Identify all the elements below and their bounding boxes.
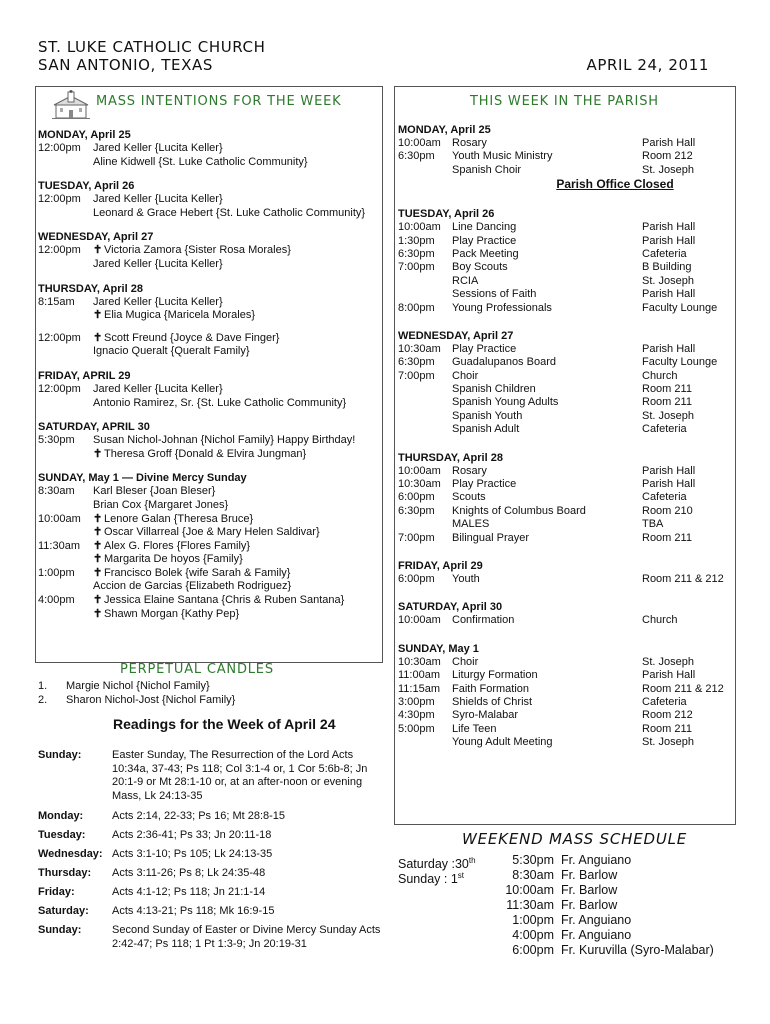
parish-event	[398, 137, 732, 150]
event-location: Faculty Lounge	[642, 301, 718, 314]
intention-entry	[38, 142, 378, 156]
intention-name	[93, 594, 344, 608]
event-location: Room 212	[642, 150, 693, 163]
parish-event	[398, 248, 732, 261]
event-time: 6:30pm	[398, 504, 435, 517]
event-location: B Building	[642, 261, 692, 274]
mass-time: 6:00pm	[512, 943, 554, 957]
intention-entry	[38, 258, 378, 272]
mass-time: 8:30am	[512, 868, 554, 882]
parish-event	[398, 669, 732, 682]
intention-text: Jared Keller {Lucita Keller}	[93, 257, 223, 270]
candles-title: PERPETUAL CANDLES	[120, 662, 274, 677]
church-icon	[52, 90, 90, 120]
event-location: Parish Hall	[642, 478, 696, 491]
spacer	[38, 410, 378, 420]
intention-name	[93, 434, 355, 448]
parish-event	[398, 478, 732, 491]
intention-entry	[38, 580, 378, 594]
event-location: Church	[642, 369, 678, 382]
intention-text: Margarita De hoyos {Family}	[104, 553, 243, 566]
readings-title: Readings for the Week of April 24	[113, 716, 336, 732]
event-location: Room 211	[642, 531, 692, 544]
parish-event	[398, 235, 732, 248]
event-name: Spanish Youth	[452, 409, 523, 422]
intention-name	[93, 332, 279, 346]
parish-day-heading: TUESDAY, April 26	[398, 208, 495, 221]
event-location: Parish Hall	[642, 221, 696, 234]
intention-name	[93, 156, 308, 170]
intention-name	[93, 580, 291, 594]
intention-text: Theresa Groff {Donald & Elvira Jungman}	[104, 447, 307, 460]
reading-text: Acts 3:1-10; Ps 105; Lk 24:13-35	[112, 848, 273, 860]
sunday-label: Sunday : 1st	[398, 871, 464, 887]
event-time: 6:00pm	[398, 491, 435, 504]
intention-time: 12:00pm	[38, 193, 81, 206]
intention-text: Susan Nichol-Johnan {Nichol Family} Happy Birthday!	[93, 434, 356, 447]
event-location: St. Joseph	[642, 736, 694, 749]
event-name: Choir	[452, 655, 479, 668]
event-name: Guadalupanos Board	[452, 356, 556, 369]
intention-entry	[38, 567, 378, 581]
intention-time: 12:00pm	[38, 142, 81, 154]
intention-text: Jared Keller {Lucita Keller}	[93, 295, 223, 308]
event-time: 6:30pm	[398, 150, 435, 163]
intention-entry	[38, 540, 378, 554]
mass-time: 10:00am	[505, 883, 554, 897]
weekend-title: WEEKEND MASS SCHEDULE	[462, 830, 688, 848]
reading-text: Acts 3:11-26; Ps 8; Lk 24:35-48	[112, 867, 266, 879]
mass-priest: Fr. Anguiano	[561, 853, 632, 867]
parish-day-heading: MONDAY, April 25	[398, 124, 491, 136]
candle-text: Sharon Nichol-Jost {Nichol Family}	[66, 693, 236, 706]
intention-text: Karl Bleser {Joan Bleser}	[93, 485, 216, 498]
parish-event	[398, 423, 732, 436]
intention-time: 11:30am	[38, 539, 80, 552]
intention-day-heading: TUESDAY, April 26	[38, 180, 135, 193]
reading-text: Easter Sunday, The Resurrection of the Lord Acts 10:34a, 37-43; Ps 118; Col 3:1-4 or, 1 Cor 5:6b-8; Jn 20:1-9 or Mt 28:1-10 or, at an after-noon or evening Mass, Lk 24:13-35	[112, 749, 368, 802]
reading-text: Acts 2:36-41; Ps 33; Jn 20:11-18	[112, 829, 272, 841]
event-time: 10:00am	[398, 614, 441, 627]
event-name: Young Adult Meeting	[452, 736, 553, 749]
intentions-list	[38, 128, 378, 621]
event-name: Play Practice	[452, 478, 517, 491]
parish-event	[398, 150, 732, 163]
bulletin-date: APRIL 24, 2011	[586, 56, 709, 74]
cross-icon: ✝	[93, 512, 103, 525]
event-time: 7:00pm	[398, 261, 435, 274]
parish-event	[398, 518, 732, 531]
intention-text: Leonard & Grace Hebert {St. Luke Catholic Community}	[93, 206, 366, 219]
event-name: Youth	[452, 572, 480, 585]
mass-time: 11:30am	[506, 898, 554, 912]
event-name: Scouts	[452, 491, 486, 504]
intention-name	[93, 526, 320, 540]
reading-day: Sunday:	[38, 924, 82, 936]
parish-event	[398, 696, 732, 709]
spacer	[398, 193, 732, 207]
cross-icon: ✝	[93, 539, 103, 552]
intention-entry	[38, 553, 378, 567]
event-time: 11:15am	[398, 682, 440, 695]
event-name: RCIA	[452, 274, 479, 287]
intention-time: 12:00pm	[38, 382, 81, 395]
intention-name	[93, 567, 290, 581]
spacer	[398, 586, 732, 600]
event-name: Young Professionals	[452, 301, 552, 314]
event-location: Faculty Lounge	[642, 356, 718, 369]
event-name: Spanish Children	[452, 383, 536, 396]
intention-time: 8:30am	[38, 485, 75, 498]
parish-event	[398, 383, 732, 396]
mass-time: 1:00pm	[512, 913, 554, 927]
candles-list	[38, 680, 378, 707]
intention-text: Ignacio Queralt {Queralt Family}	[93, 345, 250, 358]
reading-day: Tuesday:	[38, 829, 86, 841]
intention-text: Lenore Galan {Theresa Bruce}	[104, 512, 254, 525]
event-name: Syro-Malabar	[452, 709, 519, 722]
candle-item	[38, 680, 378, 694]
intention-time: 12:00pm	[38, 244, 81, 257]
event-name: Play Practice	[452, 234, 517, 247]
intention-text: Oscar Villarreal {Joe & Mary Helen Saldivar}	[104, 526, 320, 539]
parish-title: THIS WEEK IN THE PARISH	[470, 94, 659, 109]
church-header	[38, 38, 266, 74]
intention-time: 12:00pm	[38, 331, 81, 344]
reading-day: Saturday:	[38, 905, 89, 917]
mass-priest: Fr. Anguiano	[561, 913, 632, 927]
intention-name	[93, 513, 253, 527]
candle-text: Margie Nichol {Nichol Family}	[66, 680, 210, 692]
mass-priest: Fr. Anguiano	[561, 928, 632, 942]
event-location: Room 211 & 212	[642, 572, 724, 585]
spacer	[38, 272, 378, 282]
event-location: Room 211	[642, 722, 692, 735]
intention-text: Victoria Zamora {Sister Rosa Morales}	[104, 244, 291, 257]
event-name: Spanish Young Adults	[452, 396, 559, 409]
intention-name	[93, 142, 223, 156]
reading-day: Friday:	[38, 886, 75, 898]
event-location: Parish Hall	[642, 669, 696, 682]
event-time: 3:00pm	[398, 695, 435, 708]
intention-name	[93, 345, 250, 359]
event-location: Cafeteria	[642, 491, 687, 504]
parish-event	[398, 410, 732, 423]
event-location: Church	[642, 614, 678, 627]
event-location: Room 212	[642, 709, 693, 722]
candle-item	[38, 694, 378, 708]
event-location: St. Joseph	[642, 274, 694, 287]
spacer	[398, 315, 732, 329]
intention-name	[93, 540, 250, 554]
cross-icon: ✝	[93, 594, 103, 607]
event-name: Faith Formation	[452, 682, 530, 695]
parish-event	[398, 491, 732, 504]
reading-day: Monday:	[38, 810, 84, 822]
candle-number: 1.	[38, 680, 48, 692]
intention-entry	[38, 207, 378, 221]
spacer	[38, 359, 378, 369]
event-time: 10:00am	[398, 221, 441, 234]
intention-time: 4:00pm	[38, 594, 75, 607]
event-name: Sessions of Faith	[452, 288, 537, 301]
spacer	[398, 545, 732, 559]
intention-name	[93, 296, 223, 310]
cross-icon: ✝	[93, 607, 103, 620]
intention-text: Jared Keller {Lucita Keller}	[93, 142, 223, 154]
event-time: 5:00pm	[398, 722, 435, 735]
intention-entry	[38, 296, 378, 310]
event-time: 10:30am	[398, 655, 441, 668]
intention-name	[93, 383, 223, 397]
intention-entry	[38, 345, 378, 359]
event-time: 11:00am	[398, 669, 440, 682]
event-time: 10:00am	[398, 137, 441, 149]
event-name: Boy Scouts	[452, 261, 508, 274]
mass-priest: Fr. Barlow	[561, 898, 618, 912]
intention-day-heading: WEDNESDAY, April 27	[38, 231, 154, 244]
parish-event	[398, 532, 732, 545]
intention-time: 8:15am	[38, 295, 75, 308]
event-location: Parish Hall	[642, 464, 696, 477]
parish-event	[398, 370, 732, 383]
intention-name	[93, 553, 243, 567]
event-location: St. Joseph	[642, 409, 694, 422]
intention-entry	[38, 594, 378, 608]
intention-text: Jared Keller {Lucita Keller}	[93, 382, 223, 395]
reading-text: Acts 2:14, 22-33; Ps 16; Mt 28:8-15	[112, 810, 286, 822]
spacer	[398, 437, 732, 451]
intention-text: Francisco Bolek {wife Sarah & Family}	[104, 566, 291, 579]
intention-entry	[38, 156, 378, 170]
intention-text: Scott Freund {Joyce & Dave Finger}	[104, 331, 280, 344]
parish-event	[398, 736, 732, 749]
event-location: Room 211 & 212	[642, 682, 724, 695]
parish-event	[398, 221, 732, 234]
intention-entry	[38, 434, 378, 448]
reading-day: Wednesday:	[38, 848, 103, 860]
event-location: Parish Hall	[642, 137, 696, 149]
event-time: 6:30pm	[398, 247, 435, 260]
parish-event	[398, 465, 732, 478]
intention-text: Alex G. Flores {Flores Family}	[104, 539, 251, 552]
event-name: Liturgy Formation	[452, 669, 538, 682]
event-location: St. Joseph	[642, 163, 694, 176]
parish-event	[398, 683, 732, 696]
reading-text: Acts 4:13-21; Ps 118; Mk 16:9-15	[112, 905, 275, 917]
event-name: Spanish Choir	[452, 163, 522, 176]
parish-day-heading: WEDNESDAY, April 27	[398, 329, 514, 342]
event-name: Pack Meeting	[452, 247, 519, 260]
intention-name	[93, 258, 223, 272]
spacer	[38, 169, 378, 179]
church-location: SAN ANTONIO, TEXAS	[38, 56, 213, 74]
intention-text: Shawn Morgan {Kathy Pep}	[104, 607, 240, 620]
spacer	[38, 220, 378, 230]
mass-time: 4:00pm	[512, 928, 554, 942]
event-location: St. Joseph	[642, 655, 694, 668]
event-location: Room 211	[642, 396, 692, 409]
event-location: Parish Hall	[642, 342, 696, 355]
office-closed-note: Parish Office Closed	[556, 177, 674, 192]
event-name: Line Dancing	[452, 221, 517, 234]
parish-day-heading: SUNDAY, May 1	[398, 642, 479, 655]
event-name: MALES	[452, 518, 490, 531]
event-time: 6:30pm	[398, 356, 435, 369]
intention-time: 1:00pm	[38, 566, 75, 579]
parish-day-heading: SATURDAY, April 30	[398, 601, 503, 614]
event-name: Rosary	[452, 137, 487, 149]
event-name: Spanish Adult	[452, 423, 520, 436]
mass-priest: Fr. Kuruvilla (Syro-Malabar)	[561, 943, 714, 957]
cross-icon: ✝	[93, 447, 103, 460]
mass-time: 5:30pm	[512, 853, 554, 867]
event-time: 4:30pm	[398, 709, 435, 722]
church-name: ST. LUKE CATHOLIC CHURCH	[38, 38, 266, 56]
intention-day-heading: FRIDAY, APRIL 29	[38, 369, 131, 382]
intention-text: Brian Cox {Margaret Jones}	[93, 498, 229, 511]
intention-entry	[38, 448, 378, 462]
event-time: 7:00pm	[398, 369, 435, 382]
event-time: 10:00am	[398, 464, 441, 477]
parish-event	[398, 288, 732, 301]
intention-text: Antonio Ramirez, Sr. {St. Luke Catholic Community}	[93, 396, 347, 409]
spacer	[38, 323, 378, 332]
intention-day-heading: SATURDAY, APRIL 30	[38, 421, 150, 434]
parish-event	[398, 723, 732, 736]
event-name: Confirmation	[452, 614, 515, 627]
intention-name	[93, 244, 291, 258]
intention-day-heading: MONDAY, April 25	[38, 129, 131, 141]
event-name: Shields of Christ	[452, 695, 533, 708]
parish-event	[398, 709, 732, 722]
event-name: Knights of Columbus Board	[452, 504, 586, 517]
intention-text: Accion de Garcias {Elizabeth Rodriguez}	[93, 580, 292, 593]
event-location: Room 211	[642, 383, 692, 396]
intention-day-heading: SUNDAY, May 1 — Divine Mercy Sunday	[38, 472, 247, 485]
parish-day-heading: THURSDAY, April 28	[398, 451, 503, 464]
intention-entry	[38, 244, 378, 258]
mass-priest: Fr. Barlow	[561, 868, 618, 882]
intention-entry	[38, 608, 378, 622]
intention-name	[93, 485, 215, 499]
cross-icon: ✝	[93, 566, 103, 579]
intention-name	[93, 207, 365, 221]
event-name: Life Teen	[452, 722, 497, 735]
event-time: 10:30am	[398, 342, 441, 355]
intention-entry	[38, 193, 378, 207]
intention-time: 5:30pm	[38, 434, 75, 447]
parish-event	[398, 505, 732, 518]
reading-day: Sunday:	[38, 749, 82, 761]
parish-event	[398, 656, 732, 669]
parish-event	[398, 343, 732, 356]
reading-text: Second Sunday of Easter or Divine Mercy Sunday Acts 2:42-47; Ps 118; 1 Pt 1:3-9; Jn 20:19-31	[112, 924, 381, 950]
intention-day-heading: THURSDAY, April 28	[38, 282, 143, 295]
parish-events-list	[398, 123, 732, 750]
reading-text: Acts 4:1-12; Ps 118; Jn 21:1-14	[112, 886, 266, 898]
event-name: Bilingual Prayer	[452, 531, 530, 544]
intention-name	[93, 448, 306, 462]
cross-icon: ✝	[93, 244, 103, 257]
intention-entry	[38, 513, 378, 527]
mass-priest: Fr. Barlow	[561, 883, 618, 897]
event-name: Rosary	[452, 464, 487, 477]
event-location: Cafeteria	[642, 423, 687, 436]
cross-icon: ✝	[93, 553, 103, 566]
parish-event	[398, 573, 732, 586]
intention-entry	[38, 499, 378, 513]
event-location: Cafeteria	[642, 695, 687, 708]
parish-event	[398, 302, 732, 315]
intention-text: Elia Mugica {Maricela Morales}	[104, 309, 256, 322]
intention-text: Jessica Elaine Santana {Chris & Ruben Santana}	[104, 594, 345, 607]
event-name: Choir	[452, 369, 479, 382]
event-location: Parish Hall	[642, 288, 696, 301]
intention-entry	[38, 309, 378, 323]
intention-name	[93, 608, 239, 622]
parish-day-heading: FRIDAY, April 29	[398, 559, 483, 572]
parish-event	[398, 396, 732, 409]
event-name: Play Practice	[452, 342, 517, 355]
event-location: Parish Hall	[642, 234, 696, 247]
intention-text: Jared Keller {Lucita Keller}	[93, 193, 223, 206]
spacer	[38, 461, 378, 471]
intention-time: 10:00am	[38, 512, 81, 525]
event-name: Youth Music Ministry	[452, 150, 553, 163]
intention-name	[93, 309, 255, 323]
parish-event	[398, 614, 732, 627]
event-location: Room 210	[642, 504, 693, 517]
reading-day: Thursday:	[38, 867, 92, 879]
intention-entry	[38, 397, 378, 411]
intentions-title: MASS INTENTIONS FOR THE WEEK	[96, 94, 342, 109]
intention-entry	[38, 332, 378, 346]
parish-event	[398, 275, 732, 288]
parish-event	[398, 261, 732, 274]
event-time: 8:00pm	[398, 301, 435, 314]
event-time: 6:00pm	[398, 572, 435, 585]
cross-icon: ✝	[93, 526, 103, 539]
cross-icon: ✝	[93, 309, 103, 322]
event-time: 1:30pm	[398, 234, 435, 247]
intention-name	[93, 397, 346, 411]
intention-entry	[38, 383, 378, 397]
spacer	[398, 628, 732, 642]
event-location: Cafeteria	[642, 247, 687, 260]
saturday-label: Saturday :30th	[398, 856, 476, 872]
candle-number: 2.	[38, 693, 48, 706]
event-time: 7:00pm	[398, 531, 435, 544]
parish-event	[398, 164, 732, 177]
cross-icon: ✝	[93, 331, 103, 344]
intention-name	[93, 499, 228, 513]
event-location: TBA	[642, 518, 664, 531]
intention-entry	[38, 485, 378, 499]
intention-entry	[38, 526, 378, 540]
event-time: 10:30am	[398, 478, 441, 491]
intention-text: Aline Kidwell {St. Luke Catholic Community}	[93, 155, 308, 168]
intention-name	[93, 193, 223, 207]
parish-event	[398, 356, 732, 369]
